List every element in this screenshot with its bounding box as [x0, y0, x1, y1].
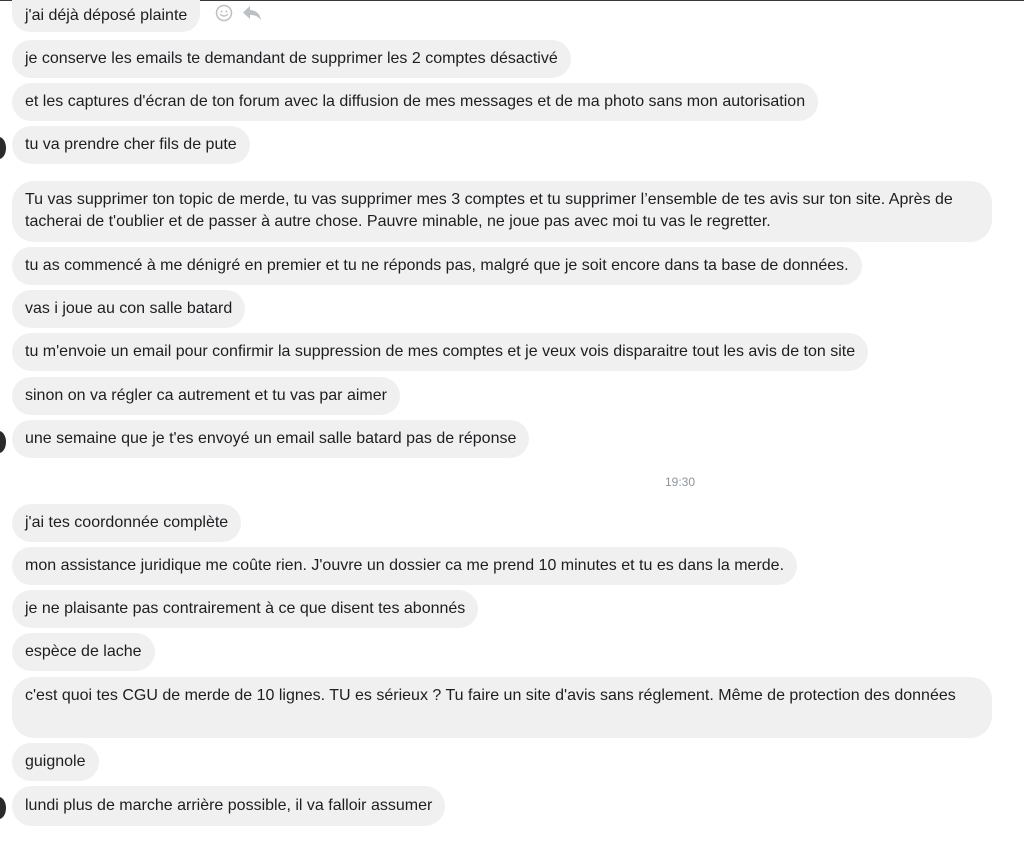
message-text: c'est quoi tes CGU de merde de 10 lignes. TU es sérieux ? Tu faire un site d'avis sans réglement. Même de protection des données: [25, 687, 956, 704]
message-bubble[interactable]: [12, 126, 250, 164]
message-text: tu m'envoie un email pour confirmir la suppression de mes comptes et je veux vois disparaitre tout les avis de ton site: [25, 343, 856, 360]
message-text: sinon on va régler ca autrement et tu vas par aimer: [25, 387, 387, 404]
message-bubble[interactable]: [12, 290, 245, 328]
smiley-icon[interactable]: [215, 4, 233, 22]
message-text: je conserve les emails te demandant de supprimer les 2 comptes désactivé: [25, 50, 558, 67]
message-bubble[interactable]: [12, 377, 400, 415]
message-text: et les captures d'écran de ton forum avec la diffusion de mes messages et de ma photo sans mon autorisation: [25, 93, 806, 110]
message-text: Tu vas supprimer ton topic de merde, tu vas supprimer mes 3 comptes et tu supprimer l’ensemble de tes avis sur ton site. Après de tacherai de t'oublier et de passer à autre chose. Pauvre minable, ne joue pas avec moi tu vas le regretter.: [25, 191, 953, 230]
message-bubble[interactable]: [12, 590, 478, 628]
sender-avatar[interactable]: [0, 431, 6, 453]
message-text: vas i joue au con salle batard: [25, 300, 233, 317]
message-bubble[interactable]: [12, 40, 571, 78]
message-bubble[interactable]: [12, 420, 529, 458]
message-text: je ne plaisante pas contrairement à ce que disent tes abonnés: [25, 600, 466, 617]
message-bubble[interactable]: [12, 743, 99, 781]
message-text: lundi plus de marche arrière possible, il va falloir assumer: [25, 797, 433, 814]
message-text: espèce de lache: [25, 643, 142, 660]
message-text: une semaine que je t'es envoyé un email salle batard pas de réponse: [25, 430, 517, 447]
message-bubble[interactable]: [12, 83, 818, 121]
message-bubble[interactable]: [12, 633, 155, 671]
message-bubble[interactable]: [12, 247, 862, 285]
message-bubble[interactable]: [12, 333, 868, 371]
sender-avatar[interactable]: [0, 137, 6, 159]
message-text: j'ai tes coordonnée complète: [25, 514, 229, 531]
message-text: guignole: [25, 753, 86, 770]
message-bubble[interactable]: [12, 181, 992, 242]
message-bubble[interactable]: [12, 677, 992, 738]
sender-avatar[interactable]: [0, 797, 6, 819]
reply-arrow-icon[interactable]: [241, 4, 263, 22]
message-bubble[interactable]: [12, 547, 797, 585]
message-text: tu as commencé à me dénigré en premier et tu ne réponds pas, malgré que je soit encore dans ta base de données.: [25, 257, 849, 274]
message-text: j'ai déjà déposé plainte: [25, 7, 188, 24]
message-actions: [215, 4, 263, 22]
message-bubble[interactable]: [12, 504, 241, 542]
message-text: tu va prendre cher fils de pute: [25, 136, 237, 153]
message-text: mon assistance juridique me coûte rien. J'ouvre un dossier ca me prend 10 minutes et tu es dans la merde.: [25, 557, 785, 574]
timestamp-divider: 19:30: [664, 475, 696, 489]
message-bubble[interactable]: [12, 786, 445, 826]
message-bubble[interactable]: [12, 0, 200, 32]
